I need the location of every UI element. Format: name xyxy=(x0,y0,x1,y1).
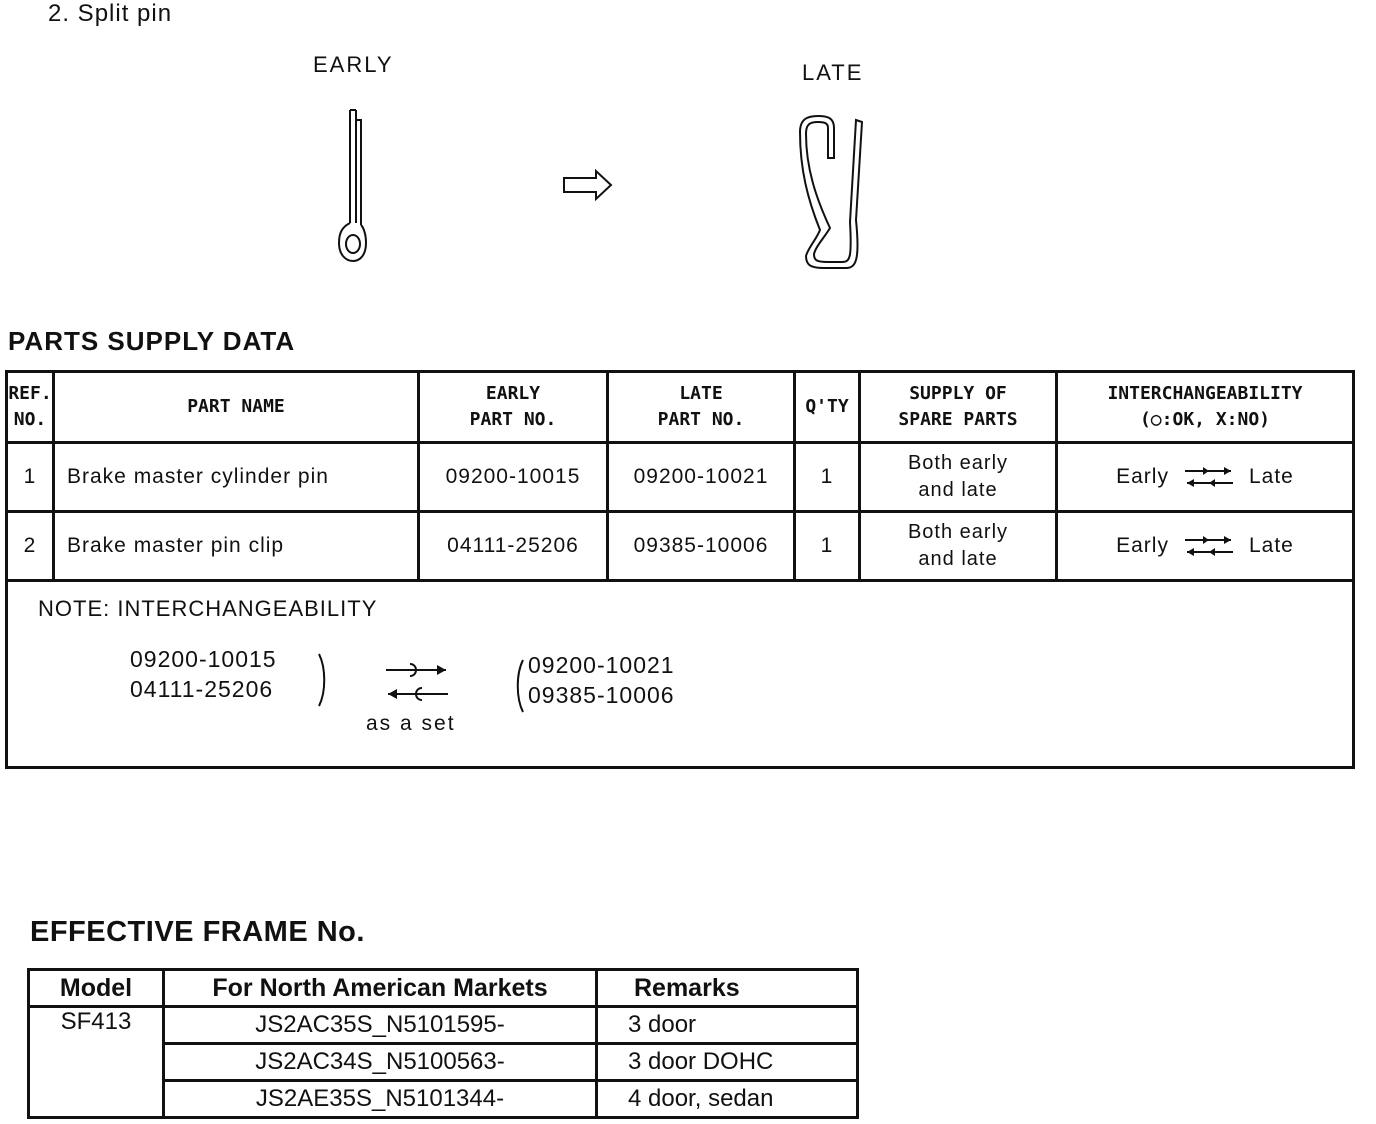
split-pin-early-icon xyxy=(330,105,380,270)
markets-header: For North American Markets xyxy=(164,970,597,1007)
effective-frame-table xyxy=(27,968,859,1119)
left-paren-icon xyxy=(512,658,526,714)
late-part-cell: 09200-10021 xyxy=(608,443,795,512)
model-header: Model xyxy=(29,970,164,1007)
parts-supply-heading: PARTS SUPPLY DATA xyxy=(8,326,296,356)
frame-heading: EFFECTIVE FRAME No. xyxy=(30,916,365,948)
early-header-line2: PART NO. xyxy=(469,409,557,430)
inter-from-label: Early xyxy=(1116,465,1169,488)
note-late-part-2: 09385-10006 xyxy=(528,682,675,708)
early-label: EARLY xyxy=(313,52,394,77)
inter-from-label: Early xyxy=(1116,534,1169,557)
late-header-line1: LATE xyxy=(679,383,723,404)
note-early-part-2: 04111-25206 xyxy=(130,676,274,702)
early-part-header xyxy=(419,372,608,443)
inter-header-line1: INTERCHANGEABILITY xyxy=(1107,383,1303,404)
frame-number-cell: JS2AC35S_N5101595- xyxy=(164,1007,597,1044)
table-row xyxy=(7,443,1354,512)
note-late-part-1: 09200-10021 xyxy=(528,652,675,678)
note-set-label: as a set xyxy=(366,712,456,735)
frame-header-row xyxy=(29,970,858,1007)
interchangeability-header xyxy=(1057,372,1354,443)
late-part-header xyxy=(608,372,795,443)
early-header-line1: EARLY xyxy=(485,383,541,404)
late-part-cell: 09385-10006 xyxy=(608,512,795,581)
supply-header-line2: SPARE PARTS xyxy=(898,409,1018,430)
part-name-cell: Brake master cylinder pin xyxy=(54,443,419,512)
ref-cell: 2 xyxy=(7,512,54,581)
note-early-part-1: 09200-10015 xyxy=(130,646,277,672)
supply-line2: and late xyxy=(918,479,998,501)
parts-supply-table xyxy=(5,370,1355,769)
interchange-arrows-icon xyxy=(384,658,450,704)
remark-cell: 3 door DOHC xyxy=(597,1044,858,1081)
double-arrow-right-icon xyxy=(562,168,614,202)
remarks-header: Remarks xyxy=(597,970,858,1007)
bidirectional-arrows-icon xyxy=(1181,532,1237,560)
pin-clip-late-icon xyxy=(790,110,880,280)
part-name-cell: Brake master pin clip xyxy=(54,512,419,581)
late-header-line2: PART NO. xyxy=(657,409,745,430)
note-cell xyxy=(7,581,1354,768)
section-title: 2. Split pin xyxy=(48,0,173,27)
qty-cell: 1 xyxy=(795,443,860,512)
ref-header-line1: REF. xyxy=(8,383,52,404)
ref-header xyxy=(7,372,54,443)
supply-cell xyxy=(860,512,1057,581)
table-row xyxy=(29,1007,858,1044)
remark-cell: 4 door, sedan xyxy=(597,1081,858,1118)
note-title: NOTE: INTERCHANGEABILITY xyxy=(38,596,378,621)
note-row xyxy=(7,581,1354,768)
supply-header xyxy=(860,372,1057,443)
model-cell: SF413 xyxy=(29,1007,164,1118)
inter-to-label: Late xyxy=(1248,534,1294,557)
supply-cell xyxy=(860,443,1057,512)
supply-header-line1: SUPPLY OF xyxy=(909,383,1007,404)
inter-to-label: Late xyxy=(1248,465,1294,488)
interchangeability-cell xyxy=(1057,443,1354,512)
late-label: LATE xyxy=(802,60,864,85)
ref-cell: 1 xyxy=(7,443,54,512)
frame-number-cell: JS2AC34S_N5100563- xyxy=(164,1044,597,1081)
supply-line1: Both early xyxy=(907,452,1009,474)
early-part-cell: 09200-10015 xyxy=(419,443,608,512)
part-name-header: PART NAME xyxy=(54,372,419,443)
interchangeability-cell xyxy=(1057,512,1354,581)
note-late-parts xyxy=(528,650,675,710)
ref-header-line2: NO. xyxy=(13,409,47,430)
qty-cell: 1 xyxy=(795,512,860,581)
note-early-parts xyxy=(130,644,277,704)
parts-header-row xyxy=(7,372,1354,443)
qty-header: Q'TY xyxy=(795,372,860,443)
right-paren-icon xyxy=(316,652,330,708)
early-part-cell: 04111-25206 xyxy=(419,512,608,581)
supply-line1: Both early xyxy=(907,521,1009,543)
table-row xyxy=(7,512,1354,581)
remark-cell: 3 door xyxy=(597,1007,858,1044)
supply-line2: and late xyxy=(918,548,998,570)
frame-number-cell: JS2AE35S_N5101344- xyxy=(164,1081,597,1118)
bidirectional-arrows-icon xyxy=(1181,463,1237,491)
inter-header-line2: (○:OK, X:NO) xyxy=(1139,409,1271,430)
